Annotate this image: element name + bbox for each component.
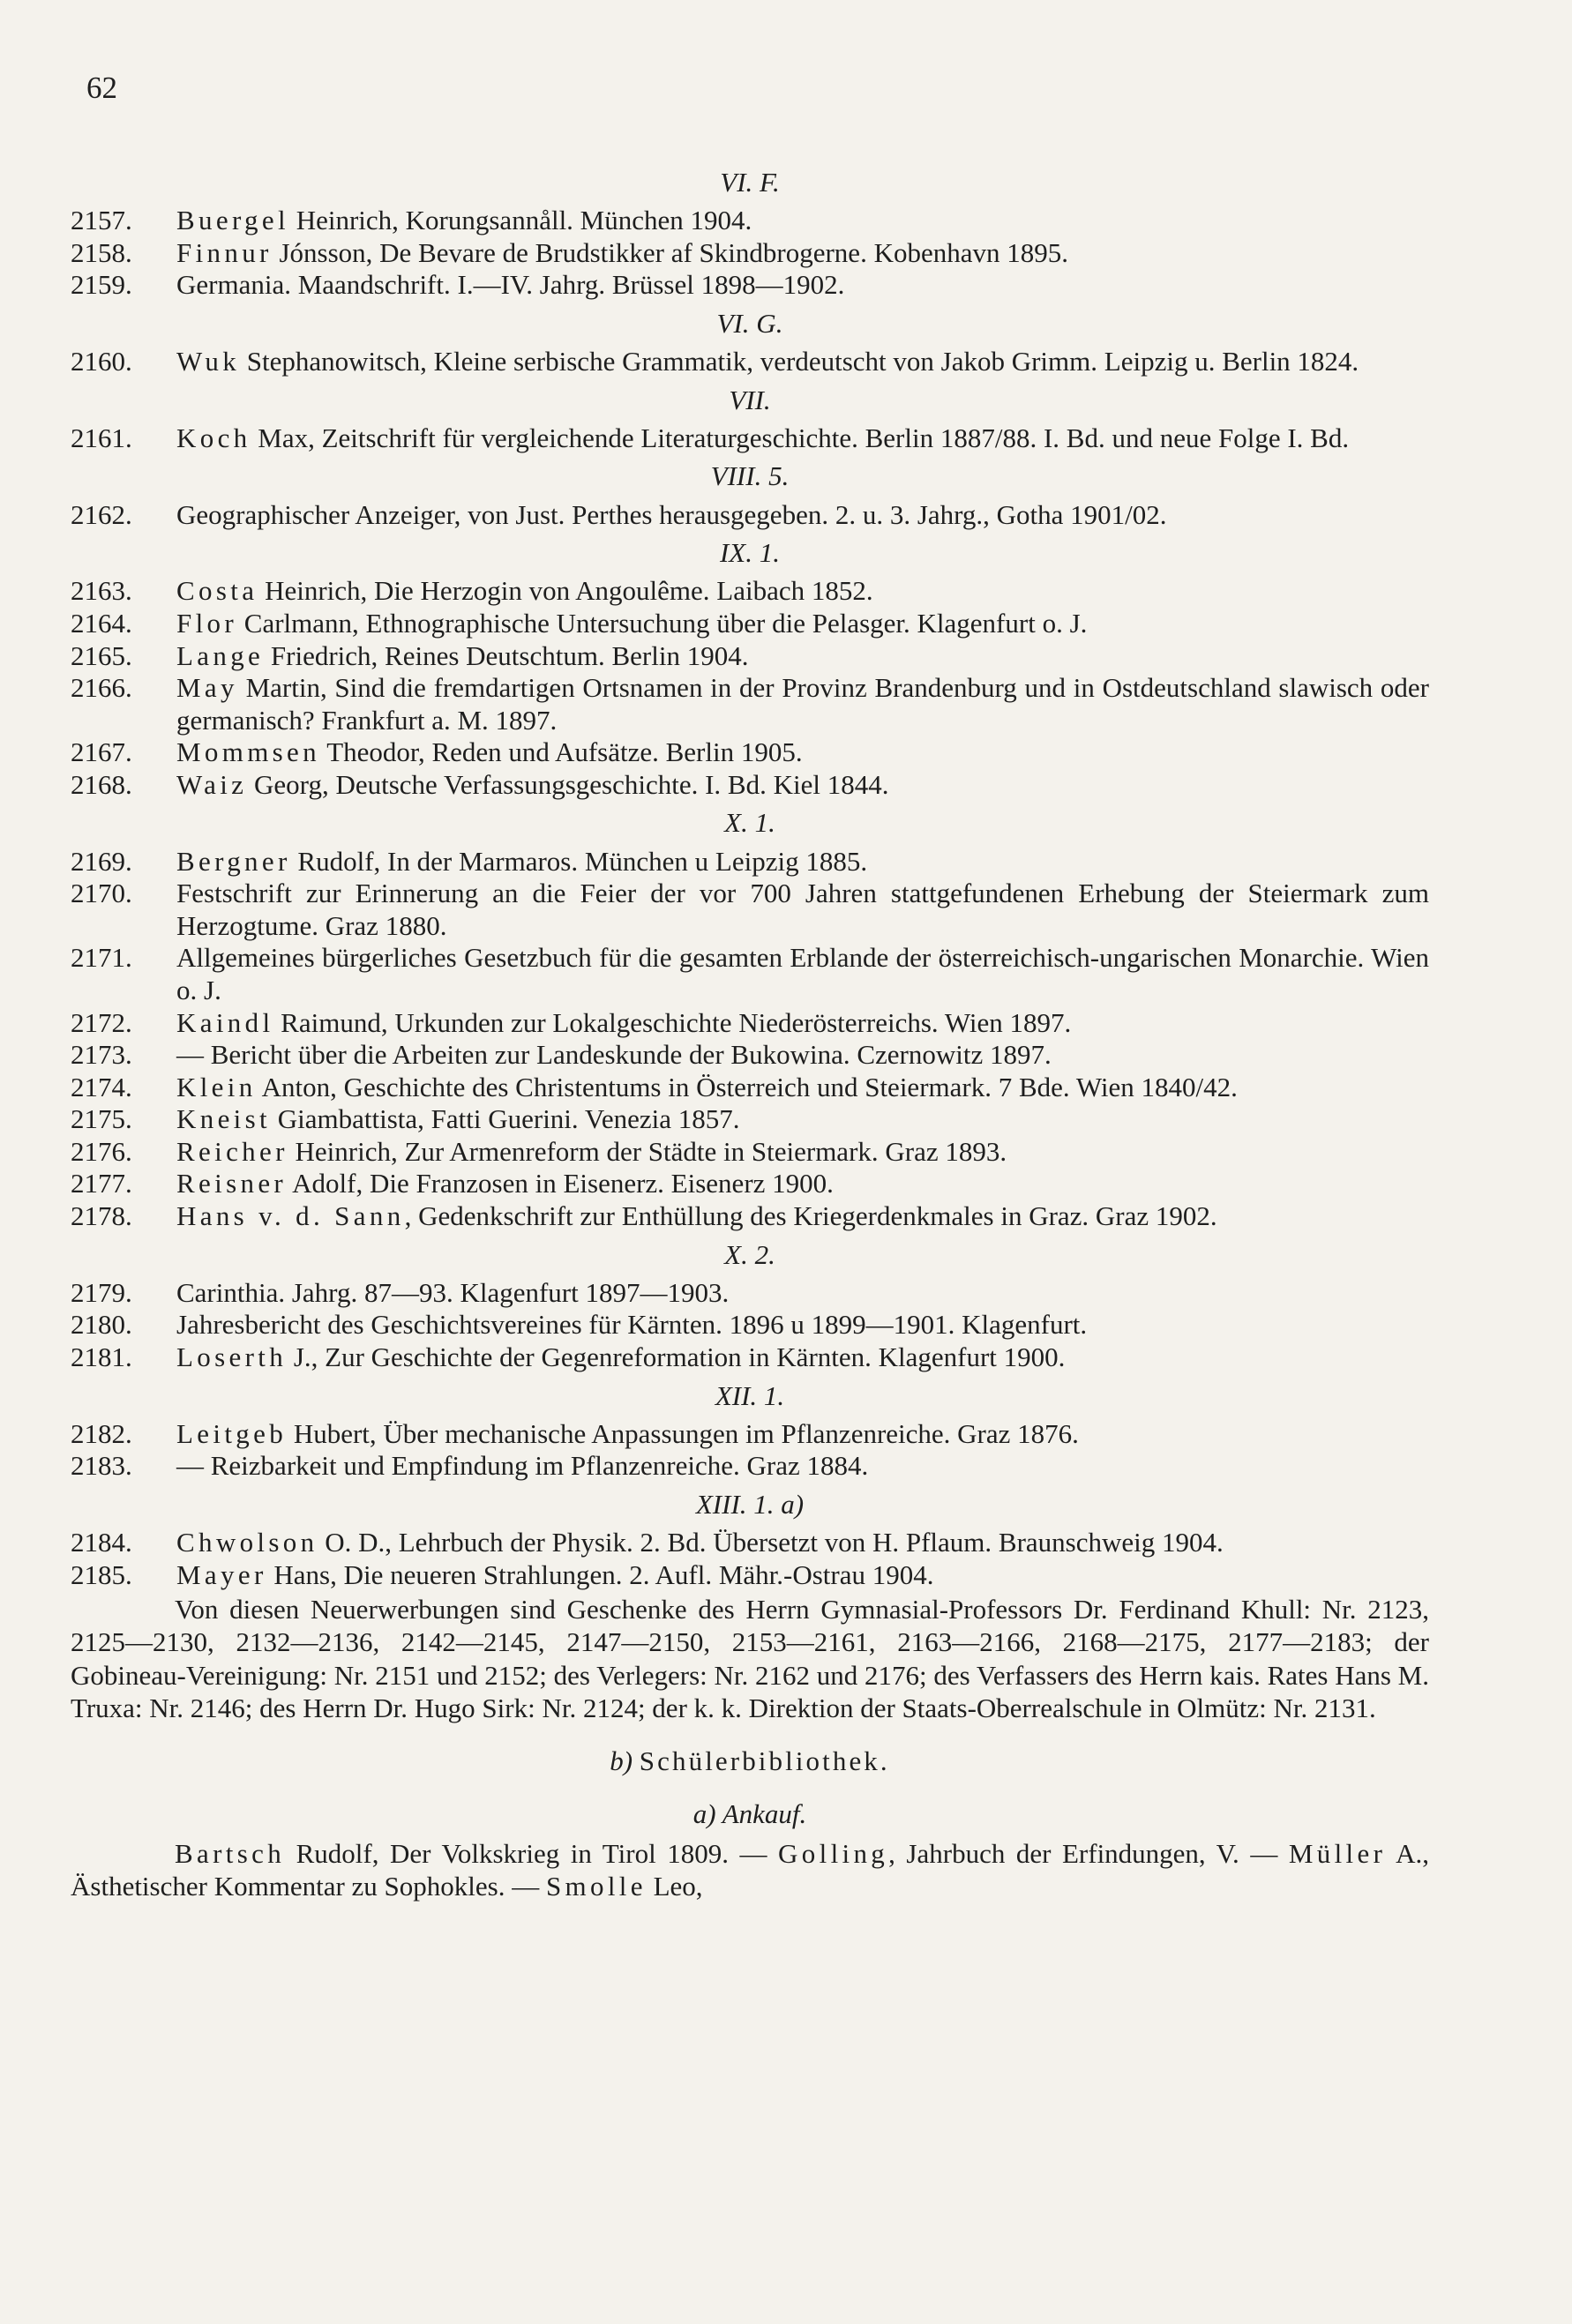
entry-text — [176, 640, 1429, 673]
catalog-entry — [71, 736, 1429, 769]
entry-description: Adolf, Die Franzosen in Eisenerz. Eisenerz 1900. — [287, 1168, 834, 1199]
entry-text — [176, 769, 1429, 802]
subsubsection-heading: a) Ankauf. — [692, 1797, 807, 1829]
entry-number: 2168. — [71, 768, 132, 800]
section-heading: VI. F. — [720, 167, 780, 198]
subsection-label: b) — [610, 1745, 633, 1776]
catalog-sections — [71, 166, 1429, 1591]
entry-text — [176, 1103, 1429, 1136]
author-name: Reicher — [176, 1135, 288, 1167]
author-name: Kneist — [176, 1103, 271, 1135]
entry-number: 2180. — [71, 1309, 132, 1341]
catalog-entry — [71, 769, 1429, 802]
entry-number: 2179. — [71, 1276, 132, 1308]
entry-number: 2173. — [71, 1039, 132, 1071]
catalog-entry — [71, 1341, 1429, 1374]
catalog-entry — [71, 1559, 1429, 1592]
author-name: Kaindl — [176, 1006, 274, 1038]
entry-text — [176, 499, 1429, 532]
entry-number: 2159. — [71, 269, 132, 301]
author-name: Smolle — [545, 1871, 647, 1902]
catalog-entry — [71, 575, 1429, 608]
author-name: Golling — [778, 1837, 889, 1869]
entry-number: 2183. — [71, 1450, 132, 1482]
author-name: Koch — [176, 422, 251, 453]
entry-text — [176, 942, 1429, 1006]
entry-description: — Bericht über die Arbeiten zur Landeskunde der Bukowina. Czernowitz 1897. — [176, 1039, 1052, 1071]
purchase-paragraph — [71, 1837, 1429, 1902]
entry-number: 2176. — [71, 1135, 132, 1167]
page-body — [71, 161, 1429, 1902]
section-heading: X. 1. — [724, 807, 775, 839]
entry-description: Heinrich, Korungsannåll. München 1904. — [288, 205, 752, 236]
catalog-entry — [71, 1418, 1429, 1451]
section-heading: VIII. 5. — [710, 460, 790, 492]
entry-number: 2184. — [71, 1527, 132, 1558]
author-name: Wuk — [176, 346, 241, 377]
entry-description: Germania. Maandschrift. I.—IV. Jahrg. Brüssel 1898—1902. — [176, 269, 845, 301]
entry-description: Hans, Die neueren Strahlungen. 2. Aufl. Mähr.-Ostrau 1904. — [266, 1558, 934, 1590]
entry-description: J., Zur Geschichte der Gegenreformation in Kärnten. Klagenfurt 1900. — [287, 1341, 1066, 1372]
section-heading: VII. — [729, 384, 771, 415]
entry-text — [176, 346, 1429, 378]
catalog-entry — [71, 1309, 1429, 1341]
author-name: Finnur — [176, 236, 273, 268]
catalog-entry — [71, 1277, 1429, 1310]
entry-number: 2165. — [71, 639, 132, 671]
entry-number: 2182. — [71, 1417, 132, 1449]
entry-number: 2170. — [71, 878, 132, 909]
catalog-entry — [71, 942, 1429, 1006]
entry-number: 2178. — [71, 1200, 132, 1231]
entry-text — [176, 205, 1429, 237]
author-name: Müller — [1288, 1837, 1387, 1869]
catalog-entry — [71, 1103, 1429, 1136]
entry-text — [176, 1168, 1429, 1200]
donors-paragraph: Von diesen Neuerwerbungen sind Geschenke des Herrn Gymnasial-Professors Dr. Ferdinand Khull: Nr. 2123, 2125—2130, 2132—2136, 2142—2145, 2147—2150, 2153—2161, 2163—2166, 2168—2175, 2177—2183; der Gobineau-Vereinigung: Nr. 2151 und 2152; des Verlegers: Nr. 2162 und 2176; des Verfassers des Herrn kais. Rates Hans M. Truxa: Nr. 2146; des Herrn Dr. Hugo Sirk: Nr. 2124; der k. k. Direktion der Staats-Oberrealschule in Olmütz: Nr. 2131. — [71, 1594, 1429, 1723]
catalog-entry — [71, 499, 1429, 532]
entry-number: 2160. — [71, 346, 132, 377]
catalog-entry — [71, 1072, 1429, 1104]
author-name: May — [176, 672, 238, 704]
entry-number: 2157. — [71, 205, 132, 236]
catalog-entry — [71, 640, 1429, 673]
author-name: Bergner — [176, 845, 291, 877]
entry-text — [176, 1527, 1429, 1559]
entry-text — [176, 1072, 1429, 1104]
entry-description: Jónsson, De Bevare de Brudstikker af Skindbrogerne. Kobenhavn 1895. — [272, 236, 1068, 268]
entry-description: Festschrift zur Erinnerung an die Feier der vor 700 Jahren stattgefundenen Erhebung der Steiermark zum Herzogtume. Graz 1880. — [176, 878, 1429, 941]
entry-description: Stephanowitsch, Kleine serbische Grammatik, verdeutscht von Jakob Grimm. Leipzig u. Berlin 1824. — [240, 346, 1359, 377]
entry-description: , Gedenkschrift zur Enthüllung des Kriegerdenkmales in Graz. Graz 1902. — [404, 1200, 1217, 1231]
author-name: Chwolson — [176, 1527, 318, 1558]
entry-description: Max, Zeitschrift für vergleichende Literaturgeschichte. Berlin 1887/88. I. Bd. und neue Folge I. Bd. — [251, 422, 1350, 453]
author-name: Leitgeb — [176, 1417, 288, 1449]
author-name: Flor — [176, 607, 238, 639]
entry-description: Rudolf, In der Marmaros. München u Leipzig 1885. — [290, 845, 868, 877]
entry-number: 2185. — [71, 1558, 132, 1590]
author-name: Loserth — [176, 1341, 288, 1372]
entry-number: 2169. — [71, 845, 132, 877]
entry-number: 2172. — [71, 1006, 132, 1038]
entry-description: Anton, Geschichte des Christentums in Österreich und Steiermark. 7 Bde. Wien 1840/42. — [256, 1071, 1238, 1102]
entry-number: 2163. — [71, 575, 132, 607]
entry-text — [176, 269, 1429, 302]
entry-text — [176, 1136, 1429, 1169]
catalog-entry — [71, 1136, 1429, 1169]
catalog-entry — [71, 608, 1429, 640]
entry-description: Heinrich, Zur Armenreform der Städte in Steiermark. Graz 1893. — [288, 1135, 1007, 1167]
entry-text — [176, 672, 1429, 736]
section-heading: IX. 1. — [719, 537, 780, 569]
catalog-entry — [71, 878, 1429, 942]
entry-text — [176, 608, 1429, 640]
entry-number: 2171. — [71, 942, 132, 974]
catalog-entry — [71, 422, 1429, 455]
entry-text — [176, 1039, 1429, 1072]
entry-text — [176, 736, 1429, 769]
entry-description: O. D., Lehrbuch der Physik. 2. Bd. Übersetzt von H. Pflaum. Braunschweig 1904. — [318, 1527, 1224, 1558]
catalog-entry — [71, 1200, 1429, 1233]
author-name: Lange — [176, 639, 265, 671]
entry-text: , Jahrbuch der Erfindungen, V. — — [888, 1837, 1289, 1869]
entry-text — [176, 1341, 1429, 1374]
entry-number: 2181. — [71, 1341, 132, 1372]
author-name: Mommsen — [176, 736, 320, 768]
entry-number: 2177. — [71, 1168, 132, 1199]
entry-description: Jahresbericht des Geschichtsvereines für Kärnten. 1896 u 1899—1901. Klagenfurt. — [176, 1309, 1088, 1341]
entry-number: 2162. — [71, 498, 132, 530]
entry-description: Martin, Sind die fremdartigen Ortsnamen in der Provinz Brandenburg und in Ostdeutschland slawisch oder germanisch? Frankfurt a. M. 1897. — [176, 672, 1429, 736]
entry-text — [176, 846, 1429, 878]
entry-text — [176, 1200, 1429, 1233]
subsection-heading — [71, 1745, 1429, 1777]
author-name: Klein — [176, 1071, 257, 1102]
author-name: Waiz — [176, 768, 248, 800]
catalog-entry — [71, 672, 1429, 736]
entry-description: Allgemeines bürgerliches Gesetzbuch für die gesamten Erblande der österreichisch-ungarischen Monarchie. Wien o. J. — [176, 942, 1429, 1005]
entry-description: Heinrich, Die Herzogin von Angoulême. Laibach 1852. — [258, 575, 873, 607]
author-name: Reisner — [176, 1168, 288, 1199]
catalog-entry — [71, 269, 1429, 302]
entry-description: — Reizbarkeit und Empfindung im Pflanzenreiche. Graz 1884. — [176, 1450, 869, 1482]
entry-number: 2175. — [71, 1103, 132, 1135]
entry-description: Carlmann, Ethnographische Untersuchung über die Pelasger. Klagenfurt o. J. — [237, 607, 1088, 639]
entry-text — [176, 1309, 1429, 1341]
entry-text — [176, 422, 1429, 455]
entry-text — [176, 237, 1429, 270]
entry-description: Geographischer Anzeiger, von Just. Perthes herausgegeben. 2. u. 3. Jahrg., Gotha 1901/02. — [176, 498, 1167, 530]
catalog-entry — [71, 1450, 1429, 1483]
entry-description: Hubert, Über mechanische Anpassungen im Pflanzenreiche. Graz 1876. — [287, 1417, 1079, 1449]
catalog-entry — [71, 346, 1429, 378]
entry-text — [176, 1277, 1429, 1310]
entry-number: 2158. — [71, 236, 132, 268]
entry-text — [176, 1007, 1429, 1040]
entry-text — [176, 878, 1429, 942]
entry-description: Friedrich, Reines Deutschtum. Berlin 1904. — [264, 639, 749, 671]
entry-description: Raimund, Urkunden zur Lokalgeschichte Niederösterreichs. Wien 1897. — [273, 1006, 1072, 1038]
entry-description: Georg, Deutsche Verfassungsgeschichte. I. Bd. Kiel 1844. — [247, 768, 889, 800]
catalog-entry — [71, 1527, 1429, 1559]
entry-description: Theodor, Reden und Aufsätze. Berlin 1905. — [320, 736, 803, 768]
author-name: Costa — [176, 575, 258, 607]
subsection-title: Schülerbibliothek. — [639, 1745, 890, 1776]
section-heading: X. 2. — [724, 1238, 775, 1270]
section-heading: XII. 1. — [715, 1379, 785, 1411]
catalog-entry — [71, 1039, 1429, 1072]
catalog-entry — [71, 205, 1429, 237]
entry-text: Rudolf, Der Volkskrieg in Tirol 1809. — — [285, 1837, 779, 1869]
entry-number: 2174. — [71, 1071, 132, 1102]
entry-text — [176, 575, 1429, 608]
page-number: 62 — [86, 71, 117, 105]
entry-text: A., Ästhetischer Kommentar zu Sophokles. — — [71, 1837, 1429, 1902]
catalog-entry — [71, 237, 1429, 270]
section-heading: VI. G. — [716, 307, 783, 339]
author-name: Bartsch — [175, 1837, 286, 1869]
entry-number: 2167. — [71, 736, 132, 768]
author-name: Buergel — [176, 205, 289, 236]
entry-description: Carinthia. Jahrg. 87—93. Klagenfurt 1897—1903. — [176, 1276, 730, 1308]
entry-text — [176, 1450, 1429, 1483]
entry-text: Leo, — [646, 1871, 703, 1902]
author-name: Mayer — [176, 1558, 267, 1590]
entry-description: Giambattista, Fatti Guerini. Venezia 1857. — [270, 1103, 740, 1135]
catalog-entry — [71, 1007, 1429, 1040]
catalog-entry — [71, 846, 1429, 878]
entry-number: 2166. — [71, 672, 132, 704]
entry-number: 2161. — [71, 422, 132, 453]
section-heading: XIII. 1. a) — [695, 1488, 805, 1520]
entry-number: 2164. — [71, 607, 132, 639]
entry-text — [176, 1418, 1429, 1451]
entry-text — [176, 1559, 1429, 1592]
catalog-entry — [71, 1168, 1429, 1200]
author-name: Hans v. d. Sann — [176, 1200, 405, 1231]
